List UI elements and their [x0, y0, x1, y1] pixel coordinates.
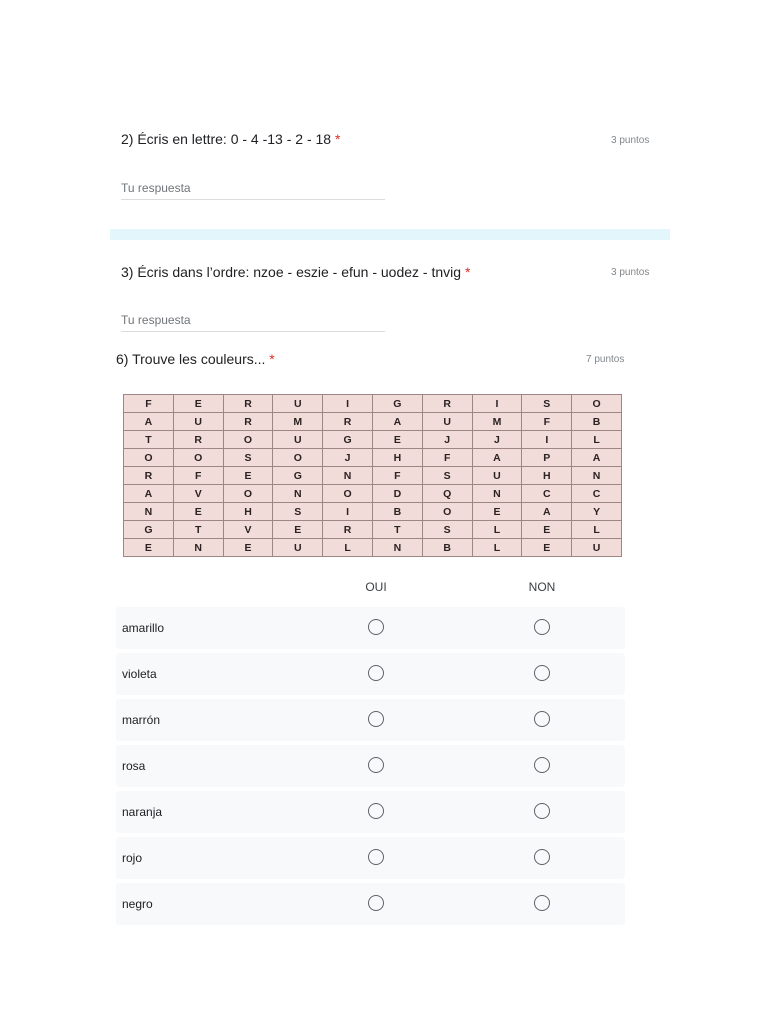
choice-row-label: negro [122, 897, 153, 911]
required-mark: * [269, 351, 275, 367]
choice-row-label: naranja [122, 805, 163, 819]
grid-cell: V [173, 485, 223, 503]
radio-oui[interactable] [368, 665, 384, 681]
grid-cell: A [522, 503, 572, 521]
grid-cell: E [173, 503, 223, 521]
grid-cell: J [472, 431, 522, 449]
grid-cell: R [223, 395, 273, 413]
grid-cell: S [422, 521, 472, 539]
question-2-title [121, 131, 340, 147]
radio-non[interactable] [534, 895, 550, 911]
grid-cell: N [124, 503, 174, 521]
column-header-non: NON [528, 580, 556, 594]
grid-cell: D [372, 485, 422, 503]
radio-non[interactable] [534, 711, 550, 727]
grid-cell: L [572, 521, 622, 539]
grid-cell: U [273, 395, 323, 413]
radio-oui[interactable] [368, 803, 384, 819]
radio-non[interactable] [534, 849, 550, 865]
radio-oui[interactable] [368, 849, 384, 865]
question-2-answer-input[interactable]: Tu respuesta [121, 178, 385, 200]
required-mark: * [334, 131, 341, 147]
radio-non[interactable] [534, 803, 550, 819]
choice-row [116, 837, 625, 879]
grid-cell: F [372, 467, 422, 485]
choice-row [116, 791, 625, 833]
choice-row-label: violeta [122, 667, 157, 681]
radio-non[interactable] [534, 757, 550, 773]
radio-non[interactable] [534, 665, 550, 681]
question-2-text: 2) Écris en lettre: 0 - 4 -13 - 2 - 18 [121, 131, 332, 147]
radio-non[interactable] [534, 619, 550, 635]
required-mark: * [464, 264, 471, 280]
grid-cell: O [323, 485, 373, 503]
grid-cell: U [472, 467, 522, 485]
grid-cell: N [572, 467, 622, 485]
grid-row [124, 539, 622, 557]
grid-cell: N [472, 485, 522, 503]
question-3-points: 3 puntos [611, 267, 650, 278]
grid-cell: F [173, 467, 223, 485]
grid-cell: A [572, 449, 622, 467]
grid-cell: L [472, 539, 522, 557]
grid-cell: G [323, 431, 373, 449]
choice-row-label: marrón [122, 713, 161, 727]
radio-oui[interactable] [368, 895, 384, 911]
grid-cell: G [372, 395, 422, 413]
grid-cell: T [372, 521, 422, 539]
grid-cell: T [124, 431, 174, 449]
grid-cell: S [522, 395, 572, 413]
grid-row [124, 395, 622, 413]
grid-cell: L [572, 431, 622, 449]
grid-cell: T [173, 521, 223, 539]
grid-cell: V [223, 521, 273, 539]
grid-cell: E [372, 431, 422, 449]
grid-cell: E [273, 521, 323, 539]
grid-cell: H [522, 467, 572, 485]
grid-cell: S [273, 503, 323, 521]
grid-cell: S [422, 467, 472, 485]
question-6-title [116, 351, 275, 367]
grid-cell: M [273, 413, 323, 431]
choice-row [116, 607, 625, 649]
column-header-oui: OUI [365, 580, 387, 594]
grid-cell: U [422, 413, 472, 431]
question-6-points: 7 puntos [586, 354, 625, 365]
grid-cell: U [273, 431, 323, 449]
grid-cell: I [323, 503, 373, 521]
grid-cell: E [522, 521, 572, 539]
grid-cell: A [472, 449, 522, 467]
grid-cell: E [173, 395, 223, 413]
grid-cell: H [223, 503, 273, 521]
grid-cell: F [522, 413, 572, 431]
grid-cell: I [323, 395, 373, 413]
section-divider [110, 229, 670, 240]
grid-cell: B [372, 503, 422, 521]
grid-cell: S [223, 449, 273, 467]
grid-cell: N [173, 539, 223, 557]
grid-cell: E [472, 503, 522, 521]
grid-row [124, 449, 622, 467]
grid-row [124, 503, 622, 521]
grid-cell: U [173, 413, 223, 431]
grid-row [124, 485, 622, 503]
grid-cell: R [323, 413, 373, 431]
grid-cell: C [572, 485, 622, 503]
grid-cell: N [273, 485, 323, 503]
grid-cell: U [572, 539, 622, 557]
grid-cell: R [422, 395, 472, 413]
question-2-points: 3 puntos [611, 135, 650, 146]
grid-cell: G [124, 521, 174, 539]
grid-cell: R [223, 413, 273, 431]
grid-cell: B [422, 539, 472, 557]
grid-cell: I [472, 395, 522, 413]
choice-row [116, 745, 625, 787]
choice-row-label: rosa [122, 759, 146, 773]
question-3-title [121, 264, 470, 280]
grid-cell: O [173, 449, 223, 467]
grid-cell: O [124, 449, 174, 467]
grid-cell: R [124, 467, 174, 485]
grid-cell: Q [422, 485, 472, 503]
grid-cell: F [422, 449, 472, 467]
grid-row [124, 521, 622, 539]
grid-cell: I [522, 431, 572, 449]
grid-cell: L [323, 539, 373, 557]
choice-row-label: amarillo [122, 621, 165, 635]
grid-cell: J [422, 431, 472, 449]
question-6-text: 6) Trouve les couleurs... [116, 351, 266, 367]
radio-oui[interactable] [368, 757, 384, 773]
grid-cell: C [522, 485, 572, 503]
question-3-answer-input[interactable]: Tu respuesta [121, 310, 385, 332]
word-search-grid [123, 394, 622, 557]
grid-cell: P [522, 449, 572, 467]
grid-cell: R [323, 521, 373, 539]
grid-cell: F [124, 395, 174, 413]
grid-cell: O [223, 485, 273, 503]
radio-oui[interactable] [368, 619, 384, 635]
grid-cell: E [124, 539, 174, 557]
grid-cell: A [124, 413, 174, 431]
grid-cell: R [173, 431, 223, 449]
choice-row [116, 699, 625, 741]
grid-cell: G [273, 467, 323, 485]
choice-row [116, 883, 625, 925]
choice-row-label: rojo [122, 851, 143, 865]
grid-cell: E [223, 467, 273, 485]
grid-cell: O [422, 503, 472, 521]
grid-row [124, 467, 622, 485]
grid-cell: O [273, 449, 323, 467]
grid-cell: O [223, 431, 273, 449]
grid-cell: L [472, 521, 522, 539]
grid-cell: H [372, 449, 422, 467]
grid-cell: A [124, 485, 174, 503]
grid-row [124, 413, 622, 431]
question-3-text: 3) Écris dans l’ordre: nzoe - eszie - efun - uodez - tnvig [121, 264, 462, 280]
grid-cell: U [273, 539, 323, 557]
grid-cell: N [372, 539, 422, 557]
choice-row [116, 653, 625, 695]
grid-cell: E [522, 539, 572, 557]
radio-oui[interactable] [368, 711, 384, 727]
grid-cell: E [223, 539, 273, 557]
grid-cell: N [323, 467, 373, 485]
grid-cell: M [472, 413, 522, 431]
grid-cell: B [572, 413, 622, 431]
grid-cell: A [372, 413, 422, 431]
grid-cell: O [572, 395, 622, 413]
grid-cell: J [323, 449, 373, 467]
grid-cell: Y [572, 503, 622, 521]
grid-row [124, 431, 622, 449]
